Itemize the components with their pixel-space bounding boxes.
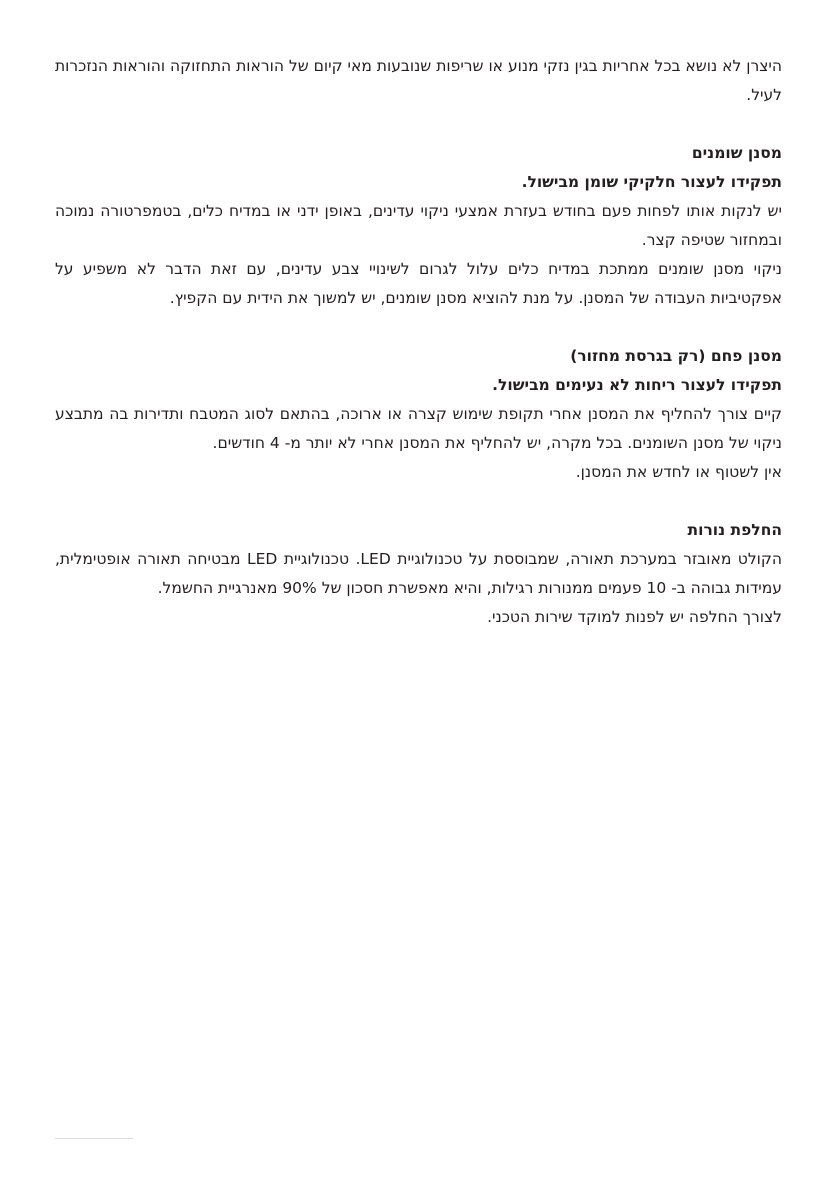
charcoal-filter-paragraph-2: אין לשטוף או לחדש את המסנן.: [575, 463, 782, 481]
grease-filter-paragraph-2: ניקוי מסנן שומנים ממתכת במדיח כלים עלול לגרום לשינויי צבע עדינים, עם זאת הדבר לא משפיע על אפקטיביות העבודה של המסנן. על מנת להוציא מסנן שומנים, יש למשוך את הידית עם הקפיץ.: [55, 260, 782, 307]
document-body: [55, 52, 782, 632]
grease-filter-title: מסנן שומנים: [691, 144, 782, 162]
charcoal-filter-paragraph-1: קיים צורך להחליף את המסנן אחרי תקופת שימוש קצרה או ארוכה, בהתאם לסוג המטבח ותדירות בה מתבצע ניקוי של מסנן השומנים. בכל מקרה, יש להחליף את המסנן אחרי לא יותר מ- 4 חודשים.: [55, 405, 782, 452]
footer-divider: [55, 1138, 133, 1139]
lamp-replacement-title: החלפת נורות: [687, 521, 782, 539]
charcoal-filter-title: מסנן פחם (רק בגרסת מחזור): [570, 347, 782, 365]
charcoal-filter-subtitle: תפקידו לעצור ריחות לא נעימים מבישול.: [492, 376, 782, 394]
grease-filter-subtitle: תפקידו לעצור חלקיקי שומן מבישול.: [521, 173, 782, 191]
section-gap: [55, 110, 782, 139]
section-gap: [55, 313, 782, 342]
grease-filter-paragraph-1: יש לנקות אותו לפחות פעם בחודש בעזרת אמצעי ניקוי עדינים, באופן ידני או במדיח כלים, בטמפרטורה נמוכה ובמחזור שטיפה קצר.: [55, 202, 782, 249]
section-gap: [55, 487, 782, 516]
charcoal-filter-section: [55, 342, 782, 487]
intro-paragraph: היצרן לא נושא בכל אחריות בגין נזקי מנוע או שריפות שנובעות מאי קיום של הוראות התחזוקה והוראות הנזכרות לעיל.: [55, 57, 782, 104]
lamp-replacement-section: [55, 516, 782, 632]
lamp-replacement-paragraph-1: הקולט מאובזר במערכת תאורה, שמבוססת על טכנולוגיית LED. טכנולוגיית LED מבטיחה תאורה אופטימלית, עמידות גבוהה ב- 10 פעמים ממנורות רגילות, והיא מאפשרת חסכון של 90% מאנרגיית החשמל.: [55, 550, 783, 597]
grease-filter-section: [55, 139, 782, 313]
lamp-replacement-paragraph-2: לצורך החלפה יש לפנות למוקד שירות הטכני.: [487, 608, 782, 626]
